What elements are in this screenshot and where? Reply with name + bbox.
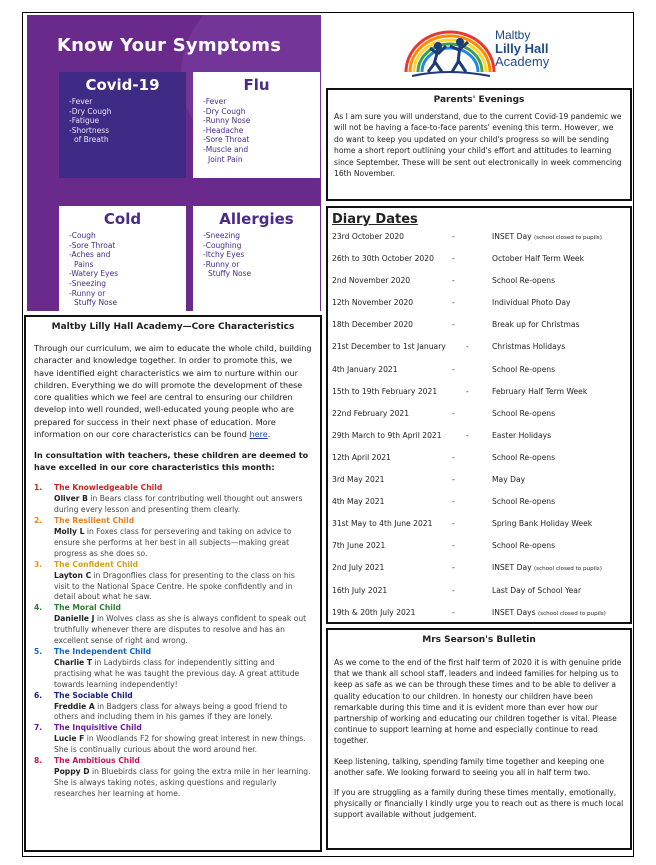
symptom-item: -Sore Throat bbox=[203, 135, 250, 145]
diary-event bbox=[492, 276, 555, 285]
symptom-item: Pains bbox=[74, 259, 94, 269]
diary-dash: - bbox=[452, 452, 455, 462]
diary-event bbox=[492, 475, 525, 484]
diary-row bbox=[332, 563, 626, 585]
parents-evenings-box bbox=[326, 88, 632, 201]
diary-date: 12th November 2020 bbox=[332, 298, 414, 308]
diary-date: 29th March to 9th April 2021 bbox=[332, 430, 442, 440]
logo-line: Lilly Hall bbox=[495, 41, 549, 56]
diary-dash: - bbox=[452, 408, 455, 418]
diary-date: 16th July 2021 bbox=[332, 585, 388, 595]
symptom-item: -Fatigue bbox=[69, 116, 100, 126]
symptom-item: Joint Pain bbox=[208, 154, 243, 164]
diary-dash: - bbox=[452, 298, 455, 308]
diary-event bbox=[492, 254, 584, 263]
card-title: Allergies bbox=[219, 210, 294, 228]
symptom-item: Stuffy Nose bbox=[74, 298, 118, 308]
symptom-item: -Aches and bbox=[69, 250, 111, 260]
diary-dash: - bbox=[452, 320, 455, 330]
section-title: Parents' Evenings bbox=[433, 95, 525, 105]
diary-event bbox=[492, 586, 581, 595]
trait-item bbox=[34, 603, 312, 647]
diary-row bbox=[332, 541, 626, 563]
bulletin-paragraph: If you are struggling as a family during these times mentally, emotionally, physically or financially I kindly urge you to reach out as there is much local support available without judgement. bbox=[334, 788, 624, 820]
covid-card bbox=[59, 72, 186, 178]
symptom-item: of Breath bbox=[74, 135, 109, 145]
trait-number: 6. bbox=[34, 690, 43, 700]
diary-dash: - bbox=[452, 364, 455, 374]
diary-date: 18th December 2020 bbox=[332, 320, 413, 330]
diary-row bbox=[332, 298, 626, 320]
diary-event bbox=[492, 541, 555, 550]
event-text: Christmas Holidays bbox=[492, 342, 566, 352]
diary-date: 2nd November 2020 bbox=[332, 276, 411, 286]
diary-event bbox=[492, 232, 602, 241]
event-note: (school closed to pupils) bbox=[537, 610, 606, 617]
diary-dash: - bbox=[466, 342, 469, 352]
diary-date: 4th January 2021 bbox=[332, 364, 398, 374]
symptom-item: -Dry Cough bbox=[69, 106, 112, 116]
card-title: Flu bbox=[243, 76, 270, 94]
diary-date: 31st May to 4th June 2021 bbox=[332, 519, 433, 529]
trait-reason: in Foxes class for persevering and taking on advice to ensure she performs at her best in all subjects—making great progress as she does so. bbox=[54, 527, 292, 558]
trait-name: The Inquisitive Child bbox=[54, 723, 142, 733]
diary-dash: - bbox=[466, 386, 469, 396]
child-name: Layton C bbox=[54, 570, 92, 580]
symptom-item: -Shortness bbox=[69, 125, 110, 135]
child-name: Molly L bbox=[54, 527, 85, 536]
diary-row bbox=[332, 409, 626, 431]
diary-date: 12th April 2021 bbox=[332, 452, 391, 462]
event-text: Break up for Christmas bbox=[492, 320, 580, 330]
trait-item bbox=[34, 516, 312, 560]
symptom-list bbox=[203, 97, 310, 164]
event-text: School Re-opens bbox=[492, 497, 556, 507]
diary-row bbox=[332, 342, 626, 364]
trait-reason: in Bears class for contributing well thought out answers during every lesson and presenting them clearly. bbox=[54, 494, 303, 515]
school-name-logo bbox=[495, 29, 549, 68]
diary-row bbox=[332, 453, 626, 475]
diary-dash: - bbox=[452, 585, 455, 595]
diary-row bbox=[332, 431, 626, 453]
card-title: Covid-19 bbox=[85, 76, 160, 94]
diary-date: 23rd October 2020 bbox=[332, 232, 405, 241]
trait-list bbox=[34, 483, 312, 799]
event-note: (school closed to pupils) bbox=[534, 566, 602, 573]
event-text: Easter Holidays bbox=[492, 430, 552, 440]
diary-date: 26th to 30th October 2020 bbox=[332, 254, 434, 264]
card-title: Cold bbox=[103, 210, 142, 228]
diary-row bbox=[332, 387, 626, 409]
symptom-item: -Itchy Eyes bbox=[203, 250, 245, 260]
section-title: Mrs Searson's Bulletin bbox=[422, 635, 536, 645]
diary-date: 3rd May 2021 bbox=[332, 475, 385, 485]
diary-date: 2nd July 2021 bbox=[332, 563, 385, 573]
trait-number: 3. bbox=[34, 559, 43, 569]
event-text: February Half Term Week bbox=[492, 386, 588, 396]
event-text: School Re-opens bbox=[492, 452, 556, 462]
diary-dash: - bbox=[452, 276, 455, 286]
diary-row bbox=[332, 232, 626, 254]
symptom-list bbox=[69, 97, 176, 145]
child-name: Danielle J bbox=[54, 614, 95, 624]
diary-date: 15th to 19th February 2021 bbox=[332, 386, 438, 396]
diary-event bbox=[492, 453, 555, 462]
trait-reason: in Dragonflies class for presenting to the class on his visit to the National Space Centre. He spoke confidently and in detail about what he saw. bbox=[54, 570, 295, 602]
trait-number: 1. bbox=[34, 483, 43, 493]
diary-date: 7th June 2021 bbox=[332, 541, 386, 551]
diary-date: 22nd February 2021 bbox=[332, 408, 410, 418]
trait-name: The Ambitious Child bbox=[54, 756, 140, 766]
trait-name: The Sociable Child bbox=[54, 690, 133, 700]
diary-event bbox=[492, 298, 570, 307]
diary-dash: - bbox=[452, 497, 455, 507]
logo-line: Academy bbox=[495, 54, 550, 69]
diary-event bbox=[492, 497, 555, 506]
diary-event bbox=[492, 409, 555, 418]
trait-name: The Moral Child bbox=[54, 603, 121, 613]
trait-description bbox=[54, 527, 312, 560]
diary-row bbox=[332, 365, 626, 387]
diary-dash: - bbox=[452, 607, 455, 617]
trait-description bbox=[54, 614, 312, 647]
event-text: Last Day of School Year bbox=[492, 585, 582, 595]
trait-item bbox=[34, 560, 312, 604]
here-link[interactable]: here bbox=[249, 429, 268, 440]
symptom-item: Stuffy Nose bbox=[208, 269, 252, 279]
diary-list bbox=[332, 232, 626, 630]
symptom-item: -Runny Nose bbox=[203, 116, 251, 126]
child-name: Freddie A bbox=[54, 701, 95, 711]
child-name: Charlie T bbox=[54, 657, 93, 667]
intro-text: Through our curriculum, we aim to educate the whole child, building character and knowledge together. In order to promote this, we have identified eight characteristics we aim to nurture within our children. Everything we do will promote the development of these core qualities which we feel are central to ensuring our children develop into well rounded, well-educated young people who are prepared for success in their next phase of education. More information on our core characteristics can be found bbox=[34, 343, 312, 440]
trait-number: 8. bbox=[34, 756, 43, 766]
trait-item bbox=[34, 483, 312, 516]
diary-event bbox=[492, 431, 551, 440]
symptom-list bbox=[69, 231, 176, 308]
diary-row bbox=[332, 586, 626, 608]
event-text: Individual Photo Day bbox=[492, 298, 571, 308]
symptom-item: -Watery Eyes bbox=[69, 269, 119, 279]
diary-row bbox=[332, 276, 626, 298]
diary-row bbox=[332, 475, 626, 497]
allergies-card bbox=[193, 206, 320, 311]
diary-row bbox=[332, 519, 626, 541]
symptom-list bbox=[203, 231, 310, 279]
diary-dates-box bbox=[326, 206, 632, 624]
diary-row bbox=[332, 608, 626, 630]
event-text: School Re-opens bbox=[492, 541, 556, 551]
diary-event bbox=[492, 320, 580, 329]
bulletin-box bbox=[326, 628, 632, 850]
symptom-item: -Fever bbox=[69, 97, 93, 106]
core-characteristics-box bbox=[24, 315, 322, 852]
symptom-item: -Sneezing bbox=[69, 278, 106, 288]
child-name: Poppy D bbox=[54, 766, 90, 776]
symptom-item: -Cough bbox=[69, 231, 96, 240]
trait-description bbox=[54, 702, 312, 724]
diary-dash: - bbox=[452, 232, 455, 241]
bulletin-paragraph: Keep listening, talking, spending family time together and keeping one another safe. We looking forward to seeing you all in half term two. bbox=[334, 756, 605, 777]
trait-description bbox=[54, 494, 312, 516]
trait-number: 5. bbox=[34, 646, 43, 656]
trait-description bbox=[54, 734, 312, 756]
symptom-item: -Runny or bbox=[203, 259, 240, 269]
diary-event bbox=[492, 519, 592, 528]
diary-dash: - bbox=[452, 475, 455, 485]
event-text: INSET Days bbox=[492, 607, 538, 617]
trait-description bbox=[54, 767, 312, 800]
event-text: October Half Term Week bbox=[492, 254, 584, 264]
intro-end: . bbox=[267, 429, 271, 440]
event-note: (school closed to pupils) bbox=[534, 235, 602, 241]
diary-event bbox=[492, 387, 587, 396]
symptom-item: -Runny or bbox=[69, 288, 106, 298]
diary-event bbox=[492, 365, 555, 374]
diary-row bbox=[332, 497, 626, 519]
diary-dash: - bbox=[452, 519, 455, 529]
child-name: Lucie F bbox=[54, 734, 85, 744]
child-name: Oliver B bbox=[54, 494, 88, 504]
diary-dash: - bbox=[452, 541, 455, 551]
diary-date: 19th & 20th July 2021 bbox=[332, 607, 416, 617]
diary-date: 21st December to 1st January bbox=[332, 342, 446, 352]
event-text: School Re-opens bbox=[492, 408, 556, 418]
trait-number: 7. bbox=[34, 723, 43, 733]
cold-card bbox=[59, 206, 186, 311]
symptom-item: -Coughing bbox=[203, 240, 242, 250]
event-text: INSET Day bbox=[492, 232, 534, 241]
symptom-item: -Sore Throat bbox=[69, 240, 116, 250]
trait-name: The Resilient Child bbox=[54, 516, 135, 526]
symptoms-poster bbox=[27, 15, 321, 311]
trait-reason: in Bluebirds class for going the extra mile in her learning. She is always taking notes, asking questions and regularly researches her learning at home. bbox=[54, 766, 311, 798]
trait-name: The Independent Child bbox=[54, 646, 152, 656]
poster-title: Know Your Symptoms bbox=[57, 35, 282, 56]
diary-row bbox=[332, 254, 626, 276]
diary-event bbox=[492, 342, 565, 351]
diary-row bbox=[332, 320, 626, 342]
symptom-item: -Sneezing bbox=[203, 231, 240, 240]
symptom-item: -Fever bbox=[203, 97, 227, 106]
symptom-item: -Headache bbox=[203, 125, 244, 135]
diary-dash: - bbox=[452, 563, 455, 573]
logo-line: Maltby bbox=[495, 28, 531, 42]
symptom-item: -Dry Cough bbox=[203, 106, 246, 116]
section-title: Diary Dates bbox=[332, 212, 418, 227]
event-text: School Re-opens bbox=[492, 276, 556, 286]
event-text: May Day bbox=[492, 475, 526, 485]
trait-item bbox=[34, 647, 312, 691]
trait-item bbox=[34, 723, 312, 756]
trait-number: 4. bbox=[34, 603, 43, 613]
diary-event bbox=[492, 563, 602, 572]
event-text: School Re-opens bbox=[492, 364, 556, 374]
diary-date: 4th May 2021 bbox=[332, 497, 385, 507]
trait-name: The Knowledgeable Child bbox=[54, 483, 163, 493]
core-lead: In consultation with teachers, these children are deemed to have excelled in our core characteristics this month: bbox=[34, 450, 309, 473]
bulletin-paragraph: As we come to the end of the first half term of 2020 it is with genuine pride that we thank all school staff, leaders and indeed families for helping us to keep as safe as we can be through these times and to be able to deliver a quality education to our children. In honesty our children have been remarkable during this time and it is evident more than ever how our partnership of working and educating our children together is vital. Please continue to support learning at home and especially continue to read together. bbox=[334, 658, 622, 746]
trait-number: 2. bbox=[34, 516, 43, 526]
symptom-item: -Muscle and bbox=[203, 144, 249, 154]
diary-dash: - bbox=[466, 430, 469, 440]
trait-item bbox=[34, 691, 312, 724]
event-text: Spring Bank Holiday Week bbox=[492, 519, 593, 529]
trait-name: The Confident Child bbox=[54, 559, 139, 569]
flu-card bbox=[193, 72, 320, 178]
trait-item bbox=[34, 756, 312, 800]
trait-reason: in Wolves class as she is always confident to speak out truthfully whenever there are disputes to resolve and has an excellent sense of right and wrong. bbox=[54, 614, 307, 646]
diary-event bbox=[492, 608, 606, 617]
trait-reason: in Woodlands F2 for showing great interest in new things. She is continually curious about the word around her. bbox=[54, 734, 306, 755]
diary-dash: - bbox=[452, 254, 455, 264]
trait-description bbox=[54, 571, 312, 604]
trait-reason: in Ladybirds class for independently sitting and practising what he was taught the previous day. A great attitude towards learning independently! bbox=[54, 657, 300, 689]
trait-description bbox=[54, 658, 312, 691]
school-logo-icon bbox=[398, 24, 578, 84]
core-intro bbox=[34, 342, 312, 440]
section-title: Maltby Lilly Hall Academy—Core Characteristics bbox=[51, 322, 295, 332]
event-text: INSET Day bbox=[492, 563, 534, 573]
section-body: As I am sure you will understand, due to the current Covid-19 pandemic we will not be having a face-to-face parents' evening this term. However, we do want to keep you updated on your child's progress so will be sending home a short report outlining your child's effort and attitudes to learning since September. These will be sent out electronically in week commencing 16th November. bbox=[334, 112, 622, 179]
trait-reason: in Badgers class for always being a good friend to others and including them in his games if they are lonely. bbox=[54, 701, 288, 722]
